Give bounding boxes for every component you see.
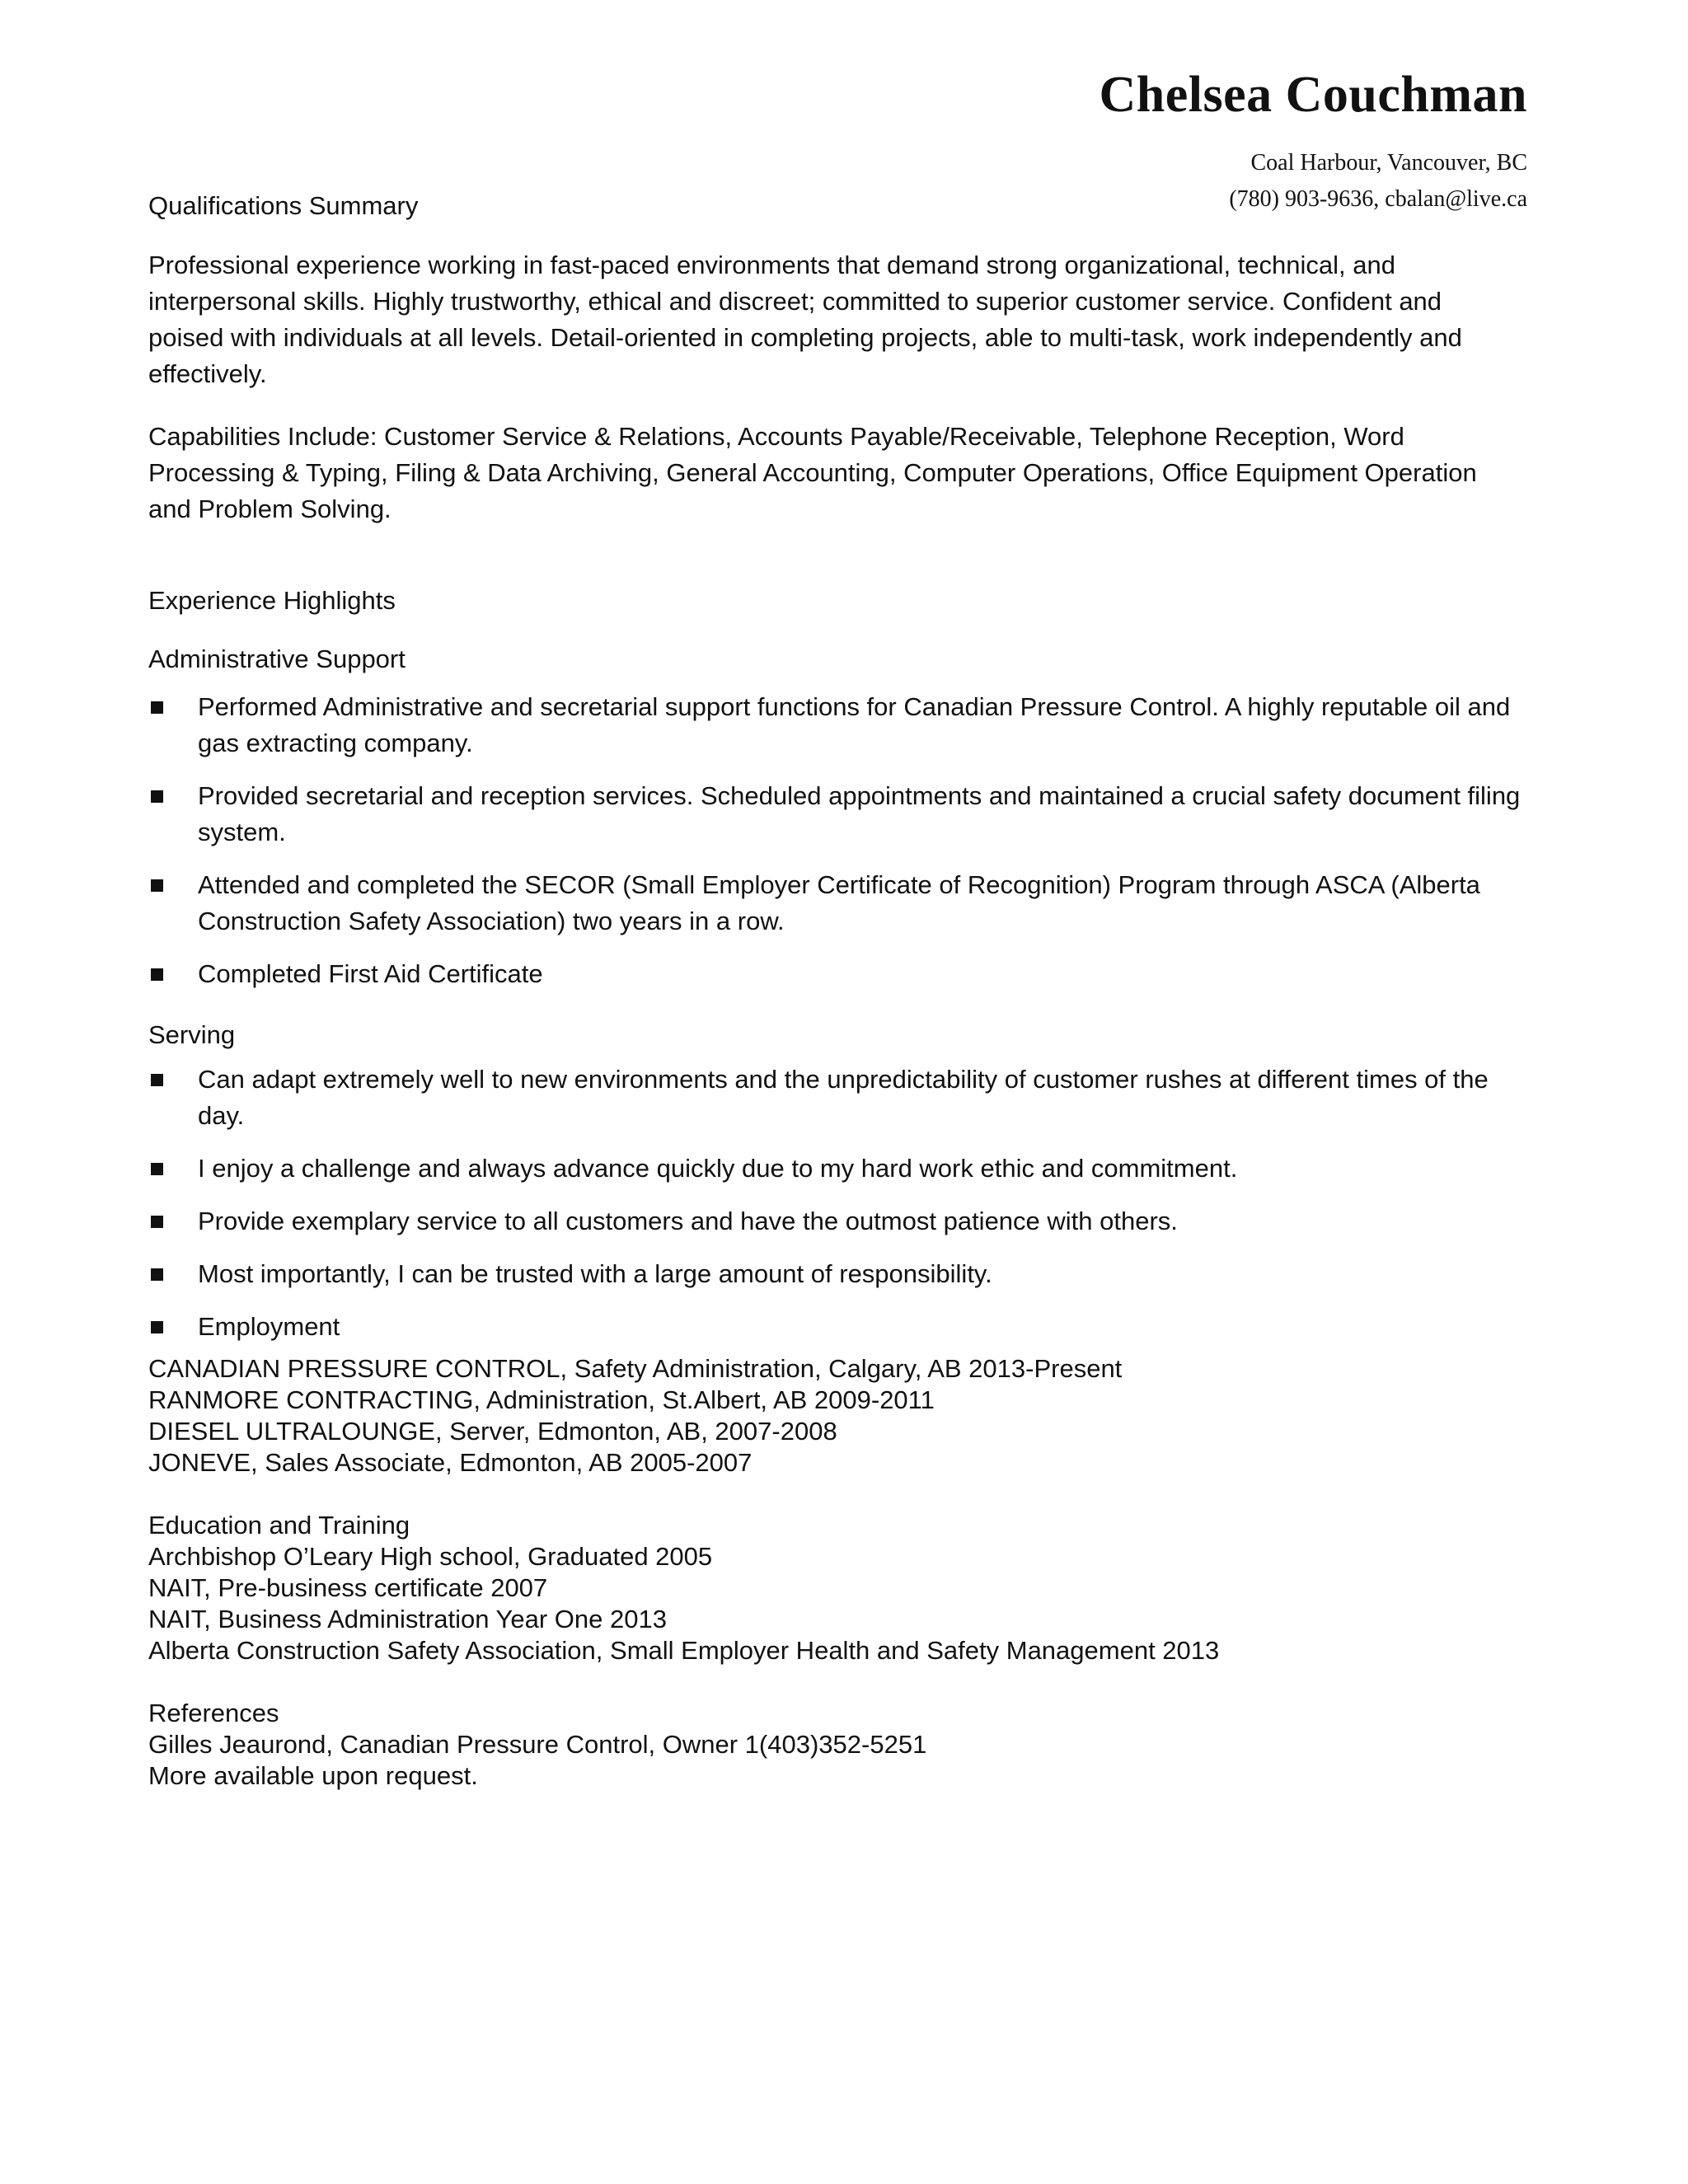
bullet-square-icon	[151, 1268, 163, 1281]
employment-entry: DIESEL ULTRALOUNGE, Server, Edmonton, AB, 2007-2008	[148, 1417, 837, 1446]
education-entry: NAIT, Business Administration Year One 2013	[148, 1605, 667, 1633]
list-item: Employment	[148, 1309, 1533, 1345]
education-entry: Alberta Construction Safety Association, Small Employer Health and Safety Management 2013	[148, 1636, 1220, 1665]
employment-entry: CANADIAN PRESSURE CONTROL, Safety Administration, Calgary, AB 2013-Present	[148, 1354, 1123, 1383]
contact-block	[1229, 145, 1527, 218]
bullet-square-icon	[151, 1216, 163, 1228]
candidate-name: Chelsea Couchman	[1099, 67, 1527, 123]
list-item: Can adapt extremely well to new environments and the unpredictability of customer rushes at different times of the day.	[148, 1062, 1533, 1134]
bullet-square-icon	[151, 1321, 163, 1333]
bullet-square-icon	[151, 968, 163, 981]
list-item: I enjoy a challenge and always advance quickly due to my hard work ethic and commitment.	[148, 1151, 1533, 1187]
list-item: Completed First Aid Certificate	[148, 956, 1533, 992]
experience-heading: Experience Highlights	[148, 586, 396, 615]
admin-support-heading: Administrative Support	[148, 644, 406, 673]
contact-phone-email: (780) 903-9636, cbalan@live.ca	[1229, 186, 1527, 212]
capabilities-text: Capabilities Include: Customer Service & Relations, Accounts Payable/Receivable, Telephone Reception, Word Processing & Typing, Filing & Data Archiving, General Accounting, Computer Operations, Office Equipment Operation and Problem Solving.	[148, 422, 1477, 523]
list-item: Attended and completed the SECOR (Small Employer Certificate of Recognition) Program through ASCA (Alberta Construction Safety Association) two years in a row.	[148, 867, 1533, 940]
bullet-square-icon	[151, 701, 163, 714]
reference-entry: More available upon request.	[148, 1761, 478, 1790]
education-entry: Archbishop O’Leary High school, Graduated 2005	[148, 1542, 713, 1571]
qualifications-summary: Professional experience working in fast-paced environments that demand strong organizational, technical, and interpersonal skills. Highly trustworthy, ethical and discreet; committed to superior customer service. Confident and poised with individuals at all levels. Detail-oriented in completing projects, able to multi-task, work independently and effectively.	[148, 251, 1462, 388]
bullet-square-icon	[151, 879, 163, 892]
references-heading: References	[148, 1699, 279, 1727]
employment-entry: JONEVE, Sales Associate, Edmonton, AB 2005-2007	[148, 1448, 753, 1477]
education-heading: Education and Training	[148, 1511, 410, 1540]
serving-list	[148, 1062, 1533, 1361]
reference-entry: Gilles Jeaurond, Canadian Pressure Control, Owner 1(403)352-5251	[148, 1730, 927, 1759]
education-entry: NAIT, Pre-business certificate 2007	[148, 1573, 548, 1602]
bullet-square-icon	[151, 790, 163, 803]
employment-list	[148, 1353, 1122, 1479]
list-item: Performed Administrative and secretarial support functions for Canadian Pressure Control. A highly reputable oil and gas extracting company.	[148, 689, 1533, 762]
contact-location: Coal Harbour, Vancouver, BC	[1250, 150, 1527, 176]
list-item: Provided secretarial and reception services. Scheduled appointments and maintained a crucial safety document filing system.	[148, 778, 1533, 851]
references-section	[148, 1698, 926, 1792]
bullet-square-icon	[151, 1163, 163, 1175]
qualifications-heading: Qualifications Summary	[148, 191, 419, 220]
bullet-square-icon	[151, 1074, 163, 1086]
serving-heading: Serving	[148, 1020, 236, 1049]
list-item: Provide exemplary service to all customers and have the outmost patience with others.	[148, 1203, 1533, 1240]
admin-support-list	[148, 689, 1533, 1009]
list-item: Most importantly, I can be trusted with a large amount of responsibility.	[148, 1256, 1533, 1292]
employment-entry: RANMORE CONTRACTING, Administration, St.Albert, AB 2009-2011	[148, 1385, 935, 1414]
education-section	[148, 1510, 1219, 1666]
